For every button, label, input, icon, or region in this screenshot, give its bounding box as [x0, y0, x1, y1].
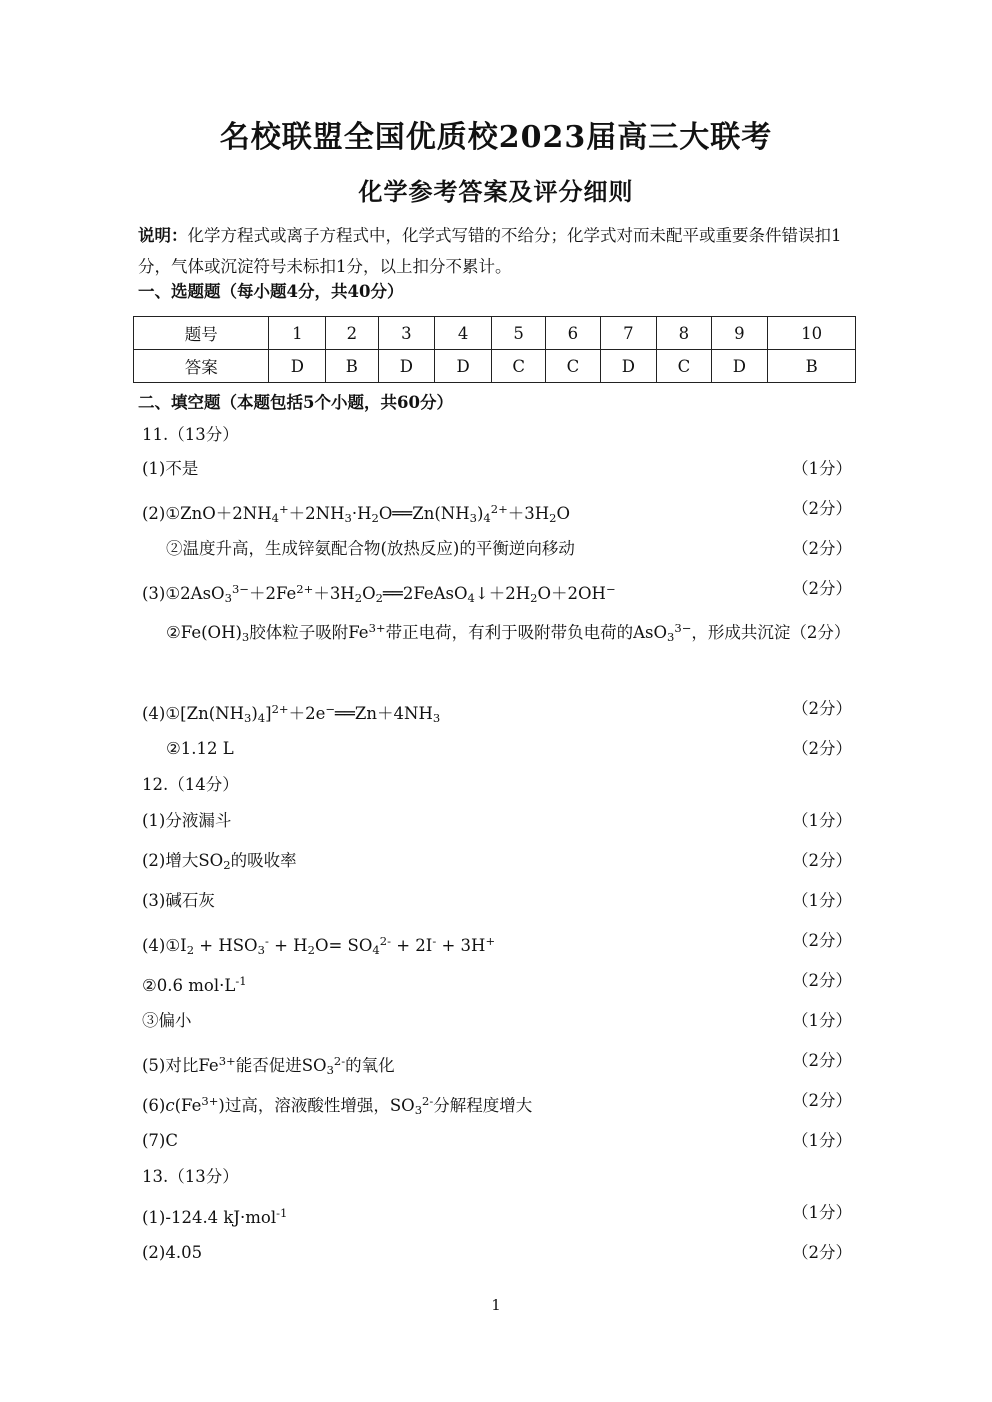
score: （2分）: [792, 931, 852, 950]
score: （2分）: [792, 851, 852, 870]
note-label: 说明：: [138, 226, 188, 245]
question-number: 6: [546, 317, 600, 350]
score: （1分）: [792, 1203, 852, 1222]
score: （2分）: [792, 499, 852, 518]
score: （2分）: [792, 1243, 852, 1262]
score: （1分）: [792, 459, 852, 478]
q11-part4-2: ②1.12 L （2分）: [142, 736, 852, 762]
q12-heading: 12.（14分）: [142, 775, 239, 794]
score: （2分）: [792, 539, 852, 558]
section-heading-choice: 一、选题题（每小题4分，共40分）: [138, 282, 404, 301]
score: （2分）: [790, 623, 851, 642]
answer-cell: D: [435, 350, 492, 383]
q12-part7: (7)C （1分）: [142, 1128, 852, 1154]
q13-part1: (1)-124.4 kJ·mol$^{-1}$ （1分）: [142, 1200, 852, 1226]
score: （2分）: [792, 971, 852, 990]
page-subtitle: 化学参考答案及评分细则: [358, 177, 634, 206]
q13-heading: 13.（13分）: [142, 1167, 239, 1186]
q12-part5: (5)对比$Fe^{3+}$能否促进$SO_3^{2-}$的氧化 （2分）: [142, 1048, 852, 1074]
answer-cell: D: [711, 350, 768, 383]
answer-cell: B: [326, 350, 378, 383]
answer-cell: D: [378, 350, 435, 383]
q11-part3-2: $②Fe(OH)_3$胶体粒子吸附$Fe^{3+}$带正电荷，有利于吸附带负电荷的AsO$_3^{3-}$，形成共沉淀（2分）: [166, 621, 851, 644]
answer-cell: B: [768, 350, 856, 383]
score: （1分）: [792, 1131, 852, 1150]
row-header-answer: 答案: [134, 350, 269, 383]
q11-part4-1: $(4)①[Zn(NH_3)_4]^{2+}+2e^-══Zn+4NH_3$ （2分）: [142, 696, 852, 722]
question-number: 9: [711, 317, 768, 350]
q13-part2: (2)4.05 （2分）: [142, 1240, 852, 1266]
score: （2分）: [792, 739, 852, 758]
q11-part3-1: $(3)①2AsO_3^{3-}+2Fe^{2+}+3H_2O_2══2FeAsO_4↓+2H_2O+2OH^-$ （2分）: [142, 576, 852, 602]
page-title: 名校联盟全国优质校2023届高三大联考: [219, 120, 773, 155]
question-number: 8: [657, 317, 711, 350]
q12-part4-3: ③偏小 （1分）: [142, 1008, 852, 1034]
q11-part2-1: $(2)①ZnO+2NH_4^++2NH_3\cdot H_2O══Zn(NH_3)_4^{2+}+3H_2O$ （2分）: [142, 496, 852, 522]
score: （2分）: [792, 699, 852, 718]
note-text: 化学方程式或离子方程式中，化学式写错的不给分；化学式对而未配平或重要条件错误扣1分，气体或沉淀符号未标扣1分，以上扣分不累计。: [138, 226, 842, 276]
q11-heading: 11.（13分）: [142, 425, 239, 444]
q12-part4-2: ②0.6 $mol\cdot L^{-1}$ （2分）: [142, 968, 852, 994]
row-header-question: 题号: [134, 317, 269, 350]
answer-cell: D: [600, 350, 657, 383]
q11-part1: (1)不是 （1分）: [142, 456, 852, 482]
answer-cell: D: [269, 350, 326, 383]
score: （2分）: [792, 1051, 852, 1070]
question-number: 10: [768, 317, 856, 350]
q12-part4-1: $(4)①I_2 + HSO_3^- + H_2O= SO_4^{2-} + 2I^- + 3H^+$ （2分）: [142, 928, 852, 954]
answer-row: [134, 350, 856, 383]
question-number-row: [134, 317, 856, 350]
q12-part3: (3)碱石灰 （1分）: [142, 888, 852, 914]
question-number: 1: [269, 317, 326, 350]
score: （1分）: [792, 1011, 852, 1030]
answer-cell: C: [657, 350, 711, 383]
question-number: 5: [491, 317, 545, 350]
score: （1分）: [792, 811, 852, 830]
answer-table: [133, 316, 856, 383]
question-number: 7: [600, 317, 657, 350]
q12-part2: (2)增大$SO_2$的吸收率 （2分）: [142, 848, 852, 874]
answer-cell: C: [491, 350, 545, 383]
answer-cell: C: [546, 350, 600, 383]
page-number: 1: [491, 1296, 501, 1314]
score: （2分）: [792, 579, 852, 598]
question-number: 4: [435, 317, 492, 350]
q11-part2-2: ②温度升高，生成锌氨配合物(放热反应)的平衡逆向移动 （2分）: [142, 536, 852, 562]
q12-part6: $(6)c(Fe^{3+})$过高，溶液酸性增强，$SO_3^{2-}$分解程度增大 （2分）: [142, 1088, 852, 1114]
q12-part1: (1)分液漏斗 （1分）: [142, 808, 852, 834]
score: （1分）: [792, 891, 852, 910]
grading-note: [138, 220, 858, 282]
score: （2分）: [792, 1091, 852, 1110]
section-heading-fill: 二、填空题（本题包括5个小题，共60分）: [138, 393, 453, 412]
question-number: 3: [378, 317, 435, 350]
question-number: 2: [326, 317, 378, 350]
